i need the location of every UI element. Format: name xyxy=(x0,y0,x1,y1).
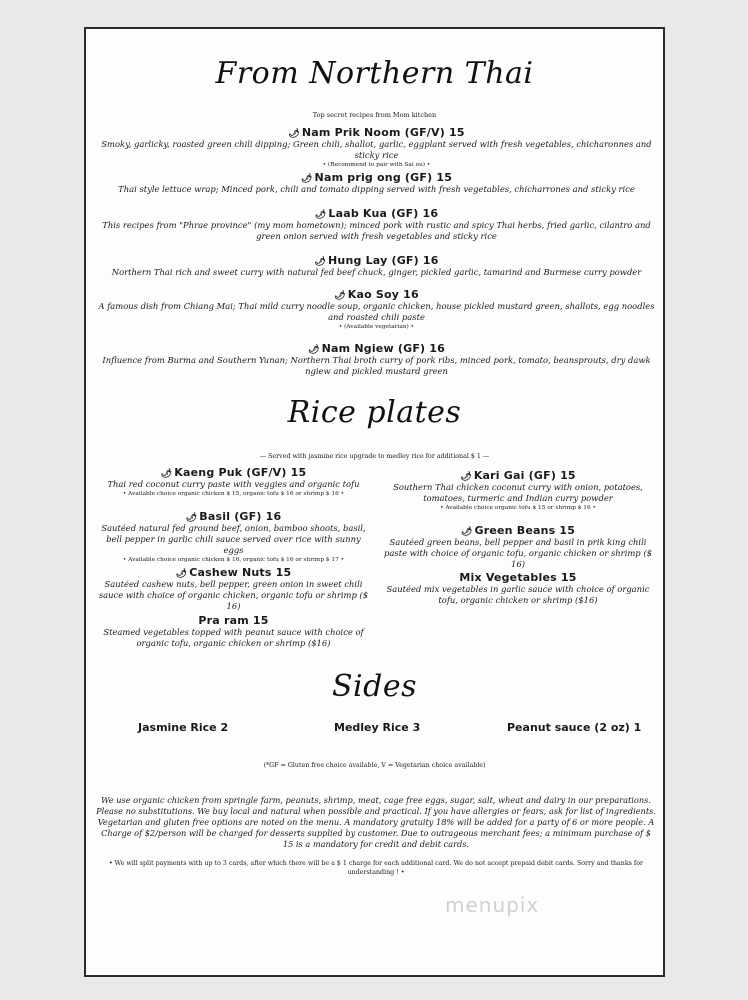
payment-note: • We will split payments with up to 3 cards, after which there will be a $ 1 charge for each additional card. We do not accept prepaid debit cards. Sorry and thanks for understanding ! • xyxy=(108,860,644,876)
menu-item xyxy=(378,524,658,570)
dish-name: Basil (GF) 16 xyxy=(199,510,282,523)
dish-note: • (Recommend to pair with Sai ou) • xyxy=(322,162,431,168)
chili-icon: 🌶 xyxy=(185,513,198,523)
chili-icon: 🌶 xyxy=(308,345,320,355)
menu-item xyxy=(96,254,657,278)
chili-icon: 🌶 xyxy=(334,291,346,301)
menu-item xyxy=(378,571,658,606)
dish-name: Cashew Nuts 15 xyxy=(189,566,292,579)
dish-note: • (Available vegetarian) • xyxy=(338,324,415,330)
menu-item xyxy=(96,342,657,377)
dish-name: Laab Kua (GF) 16 xyxy=(328,207,439,220)
menu-item xyxy=(96,466,371,498)
dish-name: Nam Ngiew (GF) 16 xyxy=(321,342,445,355)
dish-name: Kao Soy 16 xyxy=(347,288,419,301)
legend-note: (*GF = Gluten free choice available, V = Vegetarian choice available) xyxy=(263,762,486,769)
chili-icon: 🌶 xyxy=(314,210,327,220)
chili-icon: 🌶 xyxy=(314,257,327,267)
side-item: Jasmine Rice 2 xyxy=(138,721,229,734)
section-title-rice-plates: Rice plates xyxy=(287,395,462,430)
menu-item xyxy=(96,288,657,331)
dish-description: Sautéed green beans, bell pepper and basil in prik king chili paste with choice of organic tofu, organic chicken or shrimp ($ 16) xyxy=(384,537,652,569)
side-item: Medley Rice 3 xyxy=(334,721,421,734)
dish-description: Steamed vegetables topped with peanut sauce with choice of organic tofu, organic chicken or shrimp ($16) xyxy=(103,627,364,648)
dish-name: Nam prig ong (GF) 15 xyxy=(314,171,453,184)
chili-icon: 🌶 xyxy=(460,472,472,482)
dish-description: This recipes from "Phrae province" (my mom hometown); minced pork with rustic and spicy Thai herbs, fried garlic, cilantro and green onion served with fresh vegetables and sticky rice xyxy=(102,220,651,241)
chili-icon: 🌶 xyxy=(175,569,188,579)
menu-page xyxy=(84,27,665,977)
menu-item xyxy=(378,469,658,512)
section-title-sides: Sides xyxy=(332,669,417,704)
dish-description: Thai style lettuce wrap; Minced pork, chili and tomato dipping served with fresh vegetables, chicharrones and sticky rice xyxy=(118,184,635,194)
dish-description: A famous dish from Chiang Mai; Thai mild curry noodle soup, organic chicken, house pickled mustard green, shallots, egg noodles and roasted chili paste xyxy=(98,301,655,322)
dish-note: • Available choice organic chicken $ 15, organic tofu $ 16 or shrimp $ 16 • xyxy=(122,491,345,497)
chili-icon: 🌶 xyxy=(288,129,300,139)
dish-note: • Available choice organic chicken $ 16, organic tofu $ 16 or shrimp $ 17 • xyxy=(122,557,345,563)
dish-name: Mix Vegetables 15 xyxy=(459,571,577,584)
menu-item xyxy=(96,207,657,242)
dish-description: Sautéed mix vegetables in garlic sauce with choice of organic tofu, organic chicken or shrimp ($16) xyxy=(386,584,650,605)
dish-note: • Available choice organic tofu $ 15 or shrimp $ 16 • xyxy=(440,505,596,511)
section-title-northern-thai: From Northern Thai xyxy=(215,56,534,91)
menu-item xyxy=(96,566,371,612)
menu-item xyxy=(96,614,371,649)
rice-upgrade-note: — Served with jasmine rice upgrade to medley rice for additional $ 1 — xyxy=(259,453,490,460)
menu-item xyxy=(96,171,657,195)
dish-description: Sautéed natural fed ground beef, onion, bamboo shoots, basil, bell pepper in garlic chili sauce served over rice with sunny eggs xyxy=(101,523,366,555)
dish-description: Smoky, garlicky, roasted green chili dipping; Green chili, shallot, garlic, eggplant served with fresh vegetables, chicharonnes and sticky rice xyxy=(101,139,652,160)
dish-description: Influence from Burma and Southern Yunan; Northern Thai broth curry of pork ribs, minced pork, tomato, beansprouts, dry dawk ngiew and pickled mustard green xyxy=(102,355,651,376)
dish-name: Kaeng Puk (GF/V) 15 xyxy=(174,466,307,479)
dish-name: Hung Lay (GF) 16 xyxy=(328,254,439,267)
side-item: Peanut sauce (2 oz) 1 xyxy=(507,721,642,734)
chili-icon: 🌶 xyxy=(460,527,473,537)
dish-description: Northern Thai rich and sweet curry with natural fed beef chuck, ginger, pickled garlic, tamarind and Burmese curry powder xyxy=(111,267,642,277)
chili-icon: 🌶 xyxy=(160,469,173,479)
dish-description: Southern Thai chicken coconut curry with onion, potatoes, tomatoes, turmeric and Indian curry powder xyxy=(393,482,643,503)
watermark: menupix xyxy=(445,893,540,917)
tagline: Top secret recipes from Mom kitchen xyxy=(312,111,437,119)
policy-note: We use organic chicken from springle farm, peanuts, shrimp, meat, cage free eggs, sugar, salt, wheat and dairy in our preparations. Please no substitutions. We buy local and natural when possible and practical. If you have allergies or fears, ask for list of ingredients. Vegetarian and gluten free options are noted on the menu. A mandatory gratuity 18% will be added for a party of 6 or more people. A Charge of $2/person will be charged for desserts supplied by customer. Due to outrageous merchant fees; a minimum purchase of $ 15 is a mandatory for credit and debit cards. xyxy=(96,795,656,849)
menu-item xyxy=(96,510,371,564)
chili-icon: 🌶 xyxy=(300,174,313,184)
dish-name: Kari Gai (GF) 15 xyxy=(473,469,576,482)
dish-description: Thai red coconut curry paste with veggies and organic tofu xyxy=(107,479,360,489)
dish-name: Pra ram 15 xyxy=(198,614,269,627)
dish-name: Nam Prik Noom (GF/V) 15 xyxy=(301,126,465,139)
dish-description: Sautéed cashew nuts, bell pepper, green onion in sweet chili sauce with choice of organic chicken, organic tofu or shrimp ($ 16) xyxy=(98,579,369,611)
dish-name: Green Beans 15 xyxy=(474,524,576,537)
menu-item xyxy=(96,126,657,169)
